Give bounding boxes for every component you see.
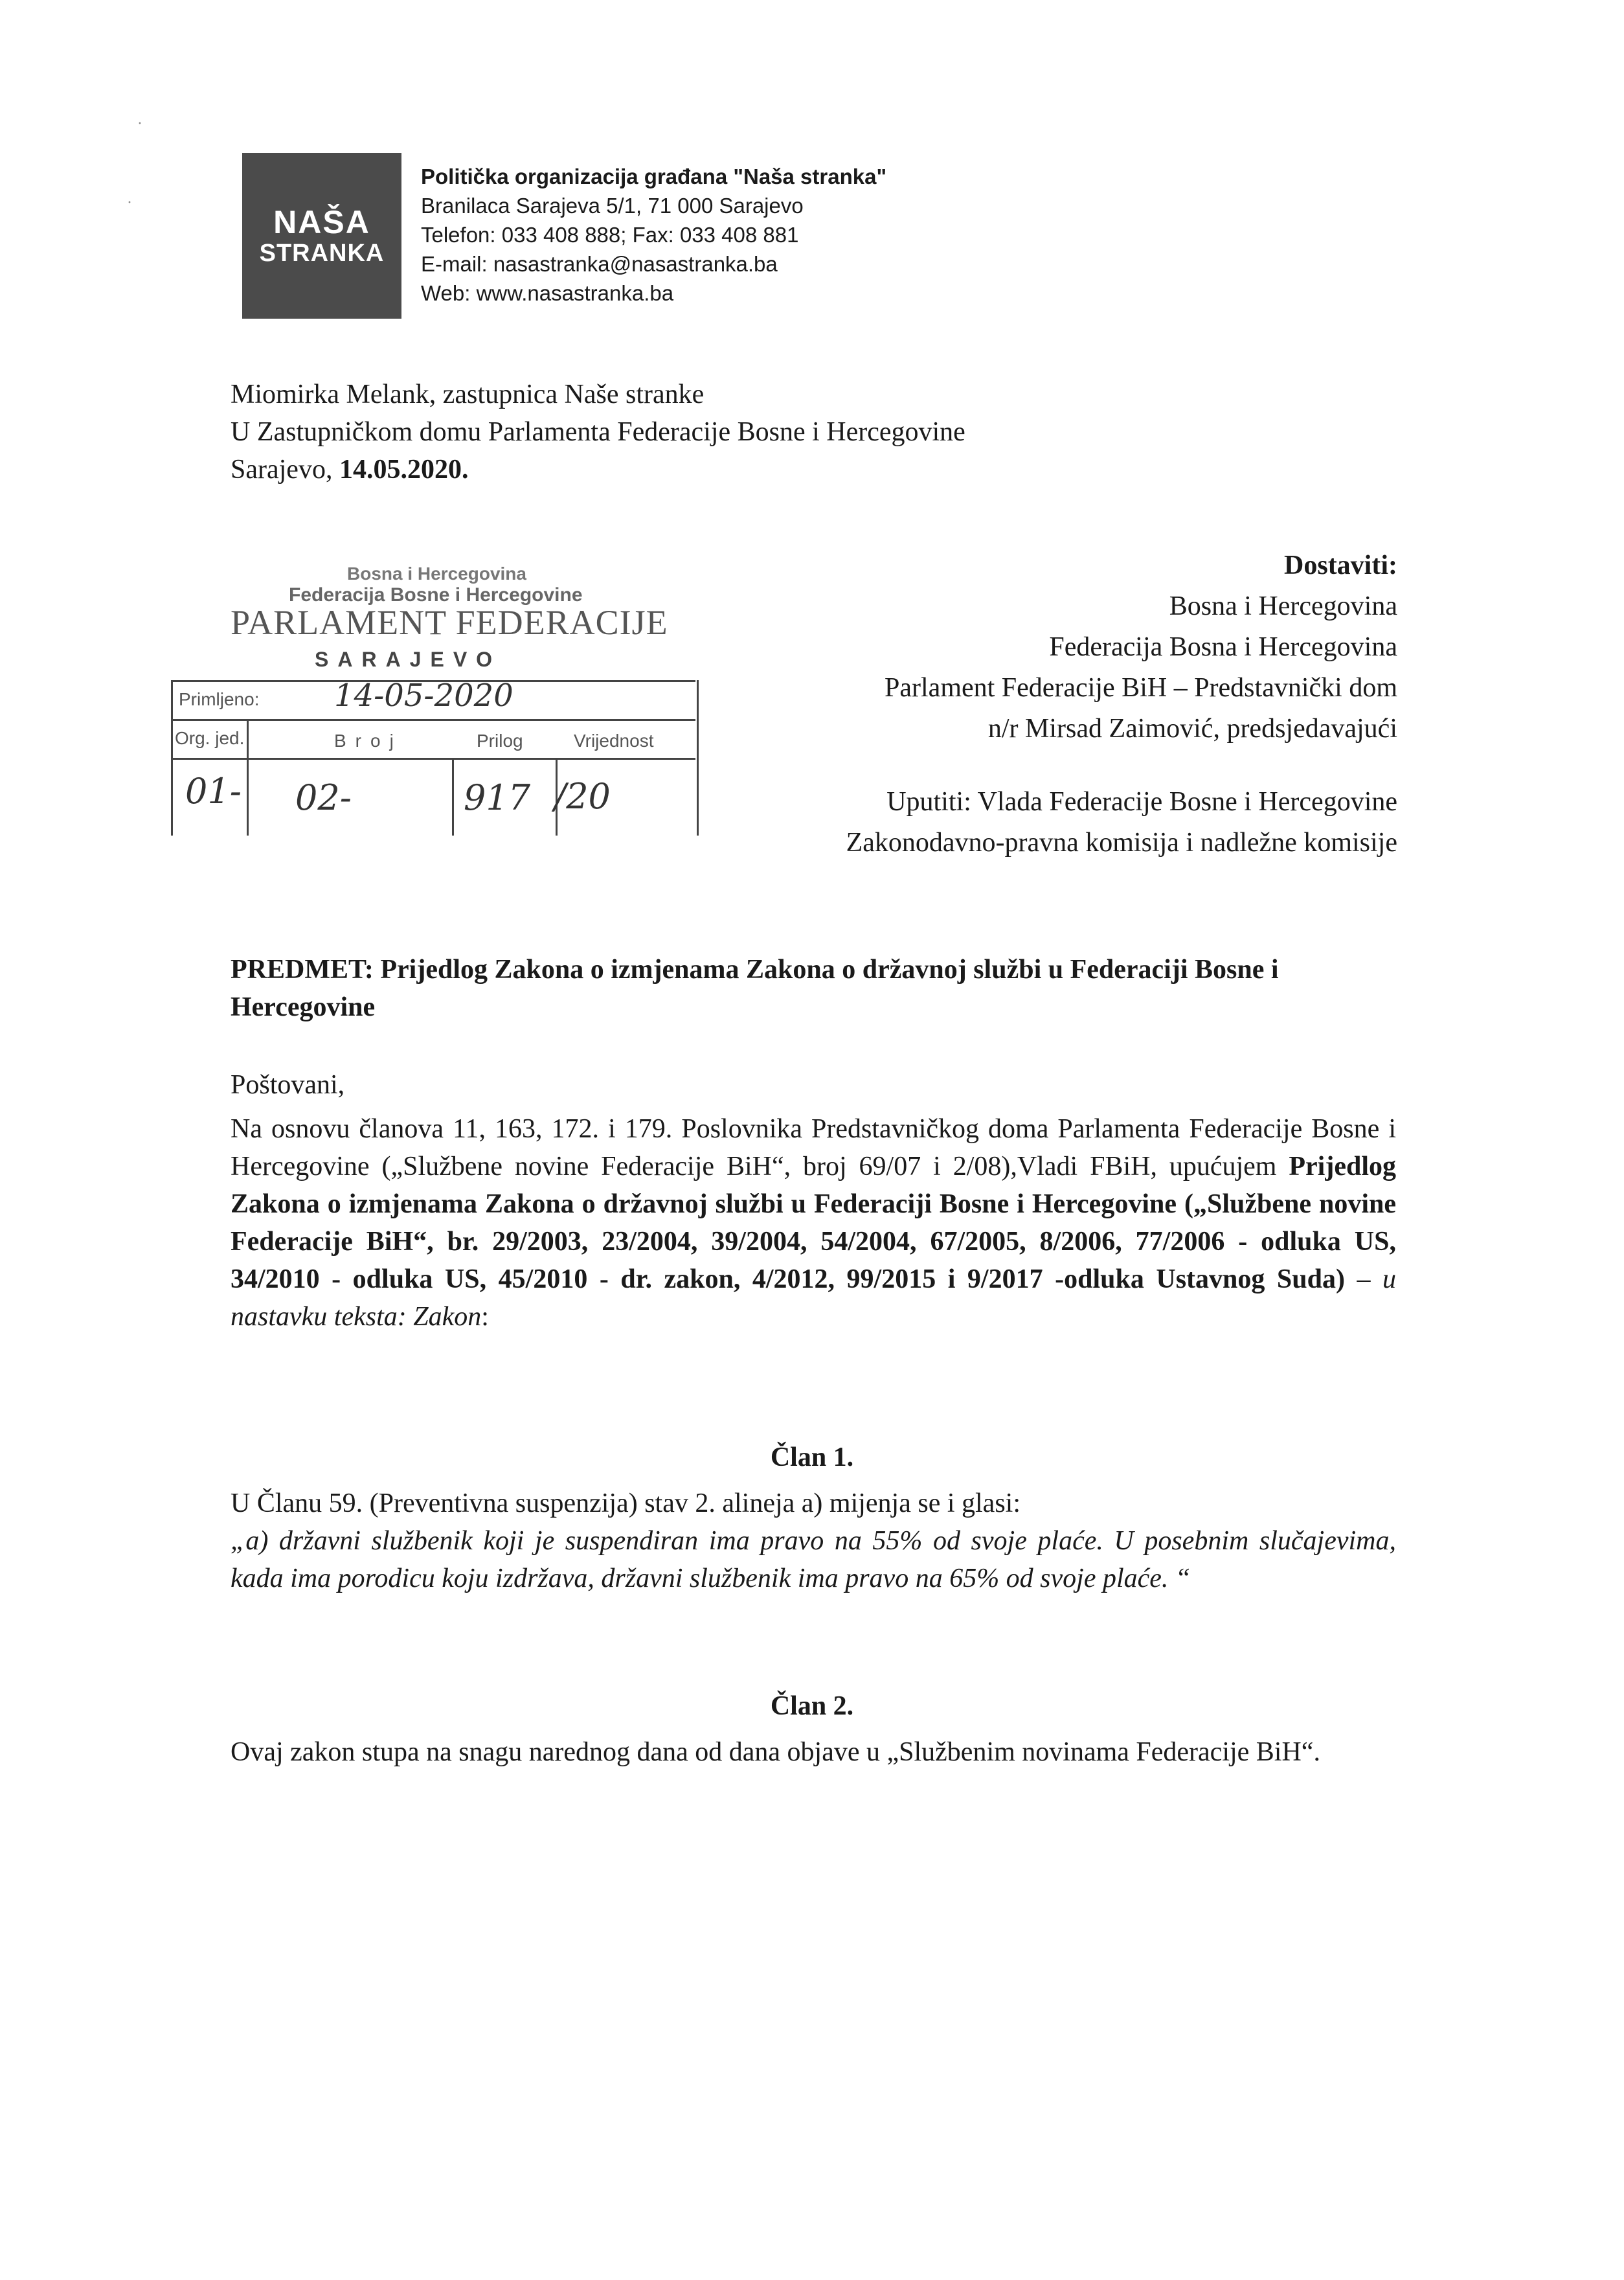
article1-heading: Član 1. — [770, 1442, 854, 1472]
stamp-line2: Federacija Bosne i Hercegovine — [289, 584, 583, 606]
sender-line2: U Zastupničkom domu Parlamenta Federacije Bosne i Hercegovine — [231, 417, 965, 447]
proposal-title: Prijedlog Zakona o izmjenama Zakona o državnoj službi u Federaciji Bosne i Hercegovine („Službene novine Federacije BiH“, br. 29/2003, 23/2004, 39/2004, 54/2004, 67/2005, 8/2006, 77/2006 - odluka US, 34/2010 - odluka US, 45/2010 - dr. zakon, 4/2012, 99/2015 i 9/2017 -odluka Ustavnog Suda) — [231, 1152, 1396, 1294]
org-phone: Telefon: 033 408 888; Fax: 033 408 881 — [421, 223, 799, 247]
recipient-line: Parlament Federacije BiH – Predstavnički dom — [885, 673, 1397, 703]
logo-line1: NAŠA — [273, 204, 370, 240]
recipient-line: Federacija Bosna i Hercegovina — [1049, 632, 1397, 662]
parliament-stamp — [159, 557, 710, 842]
stamp-attachment-label: Prilog — [477, 731, 523, 751]
forward-line: Uputiti: Vlada Federacije Bosne i Hercegovine — [886, 787, 1397, 817]
colon: : — [481, 1302, 489, 1332]
stamp-value-label: Vrijednost — [574, 731, 654, 751]
sender-block — [231, 376, 965, 488]
logo-line2: STRANKA — [259, 240, 385, 267]
stamp-number-value: 02- — [295, 777, 352, 818]
stamp-attachment-value: 917 — [464, 777, 531, 818]
org-address: Branilaca Sarajeva 5/1, 71 000 Sarajevo — [421, 194, 804, 218]
letterhead — [421, 162, 886, 308]
sender-line1: Miomirka Melank, zastupnica Naše stranke — [231, 380, 705, 409]
article1-intro: U Članu 59. (Preventivna suspenzija) stav 2. alineja a) mijenja se i glasi: — [231, 1488, 1021, 1518]
stamp-org-label: Org. jed. — [175, 728, 245, 748]
stamp-org-value: 01- — [185, 771, 242, 812]
subject-line: PREDMET: Prijedlog Zakona o izmjenama Zakona o državnoj službi u Federaciji Bosne i Hercegovine — [231, 955, 1279, 1022]
article2-text: Ovaj zakon stupa na snagu narednog dana od dana objave u „Službenim novinama Federacije BiH“. — [231, 1737, 1320, 1767]
article1-quote: „a) državni službenik koji je suspendiran ima pravo na 55% od svoje plaće. U posebnim slučajevima, kada ima porodicu koju izdržava, državni službenik ima pravo na 65% od svoje plaće. “ — [231, 1526, 1396, 1593]
stamp-grid — [159, 680, 703, 836]
stamp-received-label: Primljeno: — [179, 689, 260, 709]
stamp-line4: SARAJEVO — [315, 648, 502, 671]
scan-speck: · — [137, 115, 142, 132]
org-name: Politička organizacija građana "Naša stranka" — [421, 165, 887, 188]
recipient-line: Bosna i Hercegovina — [1169, 591, 1397, 621]
article1-body — [231, 1485, 1396, 1597]
stamp-value-value: /20 — [554, 776, 611, 817]
stamp-line1: Bosna i Hercegovina — [347, 564, 526, 584]
stamp-received-date: 14-05-2020 — [334, 678, 513, 714]
sender-place-date — [231, 451, 965, 488]
recipient-title: Dostaviti: — [1284, 551, 1397, 580]
stamp-line3: PARLAMENT FEDERACIJE — [231, 603, 668, 642]
scan-speck: · — [127, 194, 132, 211]
dash: – — [1344, 1264, 1382, 1294]
greeting: Poštovani, — [231, 1070, 345, 1100]
article2-heading: Član 2. — [770, 1691, 854, 1721]
recipient-line: n/r Mirsad Zaimović, predsjedavajući — [987, 714, 1397, 744]
org-web: Web: www.nasastranka.ba — [421, 281, 674, 305]
sender-place: Sarajevo, — [231, 455, 339, 484]
forward-line: Zakonodavno-pravna komisija i nadležne komisije — [846, 828, 1397, 858]
recipient-block — [846, 545, 1397, 863]
party-logo — [242, 153, 401, 319]
org-email: E-mail: nasastranka@nasastranka.ba — [421, 252, 778, 276]
abbrev-note: u nastavku teksta: Zakon — [231, 1264, 1396, 1332]
intro-paragraph — [231, 1110, 1396, 1336]
body-paragraph — [231, 1066, 1396, 1336]
stamp-number-label: Broj — [334, 731, 403, 751]
intro-text: Na osnovu članova 11, 163, 172. i 179. Poslovnika Predstavničkog doma Parlamenta Federacije Bosne i Hercegovine („Službene novine Federacije BiH“, broj 69/07 i 2/08),Vladi FBiH, upućujem — [231, 1114, 1396, 1181]
sender-date: 14.05.2020. — [339, 455, 469, 484]
